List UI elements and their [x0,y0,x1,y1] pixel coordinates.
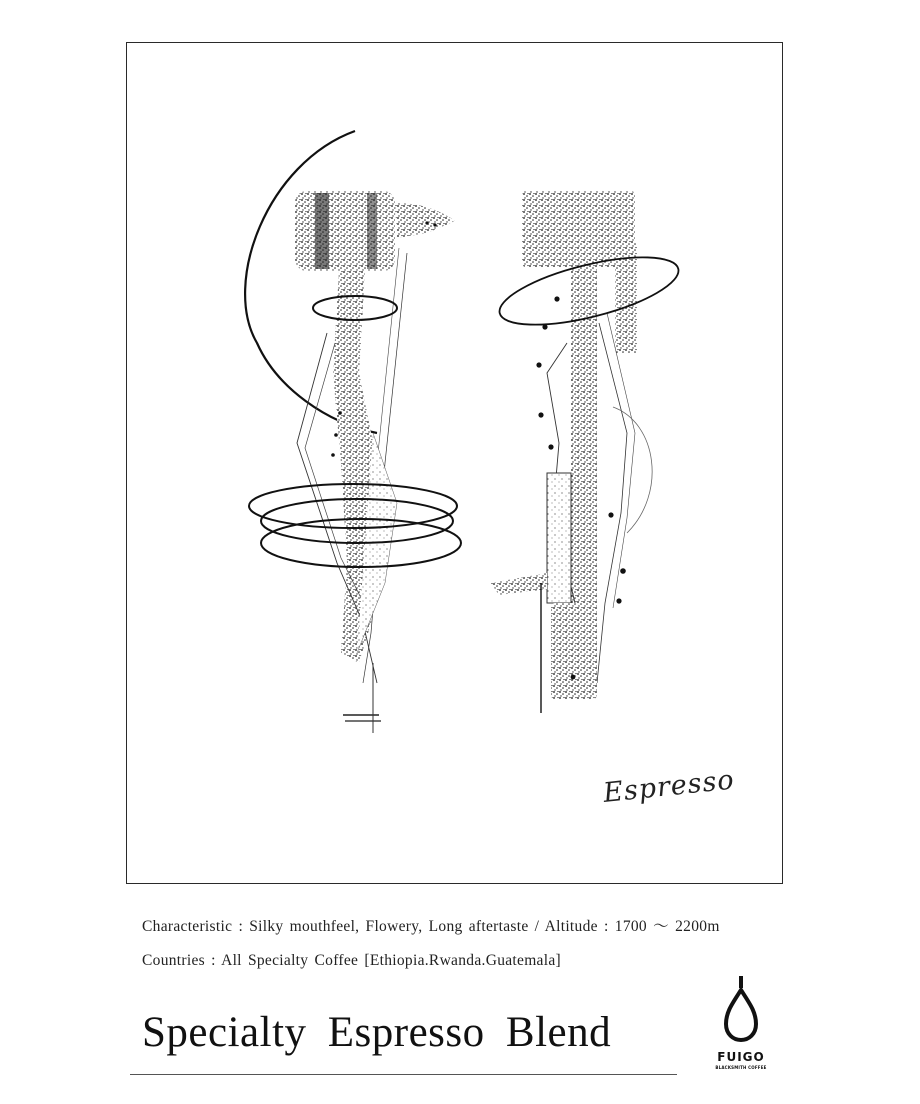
characteristic-text: Characteristic : Silky mouthfeel, Flowery, Long aftertaste / Altitude : 1700 ～ 2200m [142,918,720,935]
countries-text: Countries : All Specialty Coffee [Ethiopia.Rwanda.Guatemala] [142,952,561,969]
right-hammer-drawing [491,191,685,713]
left-hammer-drawing [245,131,461,733]
brand-name: FUIGO [717,1050,765,1064]
artwork-signature: Espresso [601,764,736,809]
flame-drop-icon [712,974,770,1050]
artwork-frame [126,42,783,884]
brand-tagline: BLACKSMITH COFFEE [715,1065,767,1070]
title-underline [130,1074,677,1075]
fuigo-logo [712,974,770,1074]
artwork-illustration [127,43,784,885]
product-title: Specialty Espresso Blend [142,1009,612,1056]
